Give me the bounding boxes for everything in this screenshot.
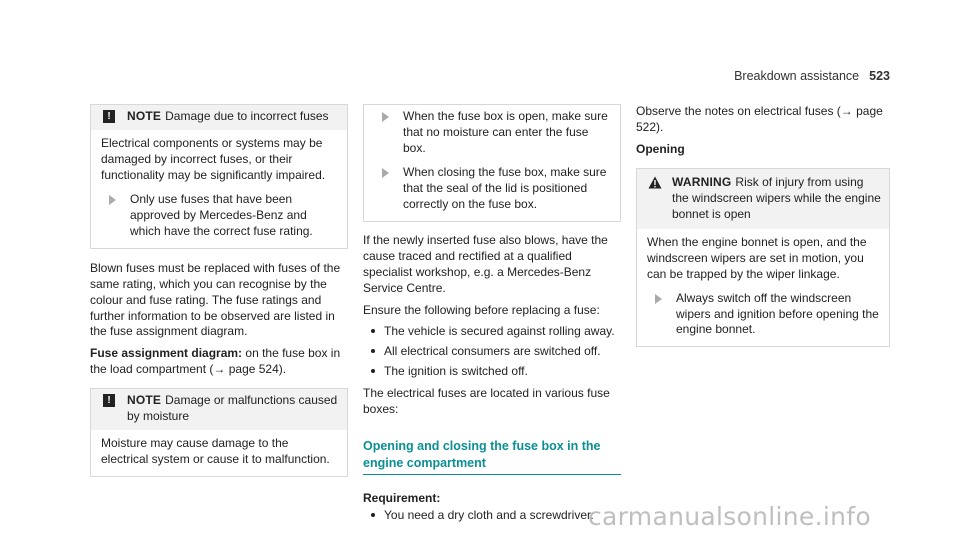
list-item: You need a dry cloth and a screwdriver. xyxy=(371,508,621,524)
warning-header xyxy=(637,169,889,229)
list-item: All electrical consumers are switched off. xyxy=(371,344,621,360)
list-item: The ignition is switched off. xyxy=(371,364,621,380)
instruction-step xyxy=(101,192,337,240)
arrow-right-icon xyxy=(109,195,116,205)
watermark: carmanualsonline.info xyxy=(588,502,871,531)
note-label: NOTE xyxy=(127,393,162,408)
fuse-assignment-paragraph xyxy=(90,346,348,378)
exclamation-icon: ! xyxy=(103,110,115,123)
fuse-location-paragraph: The electrical fuses are located in various fuse boxes: xyxy=(363,386,610,417)
fuse-assignment-label: Fuse assignment diagram: xyxy=(90,346,243,361)
newly-inserted-fuse-paragraph: If the newly inserted fuse also blows, have the cause traced and rectified at a qualified specialist workshop, e.g. a Mercedes-Benz Service Centre. xyxy=(363,232,608,295)
column-1 xyxy=(90,104,348,477)
observe-notes-paragraph: Observe the notes on electrical fuses (→ page 522). xyxy=(636,104,883,134)
warning-box xyxy=(636,168,890,348)
exclamation-icon: ! xyxy=(103,394,115,407)
section-heading: Opening and closing the fuse box in the engine compartment xyxy=(363,438,621,474)
arrow-right-icon xyxy=(655,294,662,304)
fuse-replacement-paragraph: Blown fuses must be replaced with fuses of the same rating, which you can recognise by the colour and fuse rating. The fuse ratings and further information to be observed are listed in the fuse assignment diagram. xyxy=(90,260,341,339)
fuse-assignment-text[interactable]: on the fuse box in the load compartment (→ page 524). xyxy=(90,346,341,377)
warning-body: When the engine bonnet is open, and the windscreen wipers are set in motion, you can be trapped by the wiper linkage. xyxy=(647,234,867,281)
arrow-right-icon xyxy=(382,112,389,122)
warning-label: WARNING xyxy=(672,174,732,189)
bullet-icon xyxy=(371,349,375,353)
instruction-box xyxy=(363,104,621,222)
note-header xyxy=(91,389,347,430)
ensure-text: Ensure the following before replacing a fuse: xyxy=(363,302,600,317)
header-title: Breakdown assistance xyxy=(734,69,860,83)
instruction-step xyxy=(374,109,610,157)
note-title: Damage due to incorrect fuses xyxy=(165,109,329,123)
warning-triangle-icon xyxy=(648,176,662,189)
note-label: NOTE xyxy=(127,109,162,123)
instruction-text: When the fuse box is open, make sure that no moisture can enter the fuse box. xyxy=(403,109,608,155)
note-header xyxy=(91,105,347,130)
bullet-icon xyxy=(371,513,375,517)
bullet-icon xyxy=(371,329,375,333)
warning-title: Risk of injury from using the windscreen wipers while the engine bonnet is open xyxy=(672,174,881,221)
instruction-step xyxy=(374,165,610,213)
note-box-moisture xyxy=(90,388,348,477)
list-item: The vehicle is secured against rolling away. xyxy=(371,324,621,340)
instruction-text: When closing the fuse box, make sure that the seal of the lid is positioned correctly on the fuse box. xyxy=(403,164,607,211)
instruction-text: Only use fuses that have been approved by Mercedes-Benz and which have the correct fuse rating. xyxy=(130,191,313,238)
note-body: Moisture may cause damage to the electrical system or cause it to malfunction. xyxy=(101,436,330,467)
page-header xyxy=(734,68,890,85)
instruction-text: Always switch off the windscreen wipers and ignition before opening the engine bonnet. xyxy=(676,290,879,337)
requirement-label: Requirement: xyxy=(363,490,441,505)
page-number: 523 xyxy=(869,69,890,83)
instruction-step xyxy=(647,291,879,339)
note-body: Electrical components or systems may be damaged by incorrect fuses, or their functionality may be significantly impaired. xyxy=(101,135,326,182)
opening-heading: Opening xyxy=(636,141,685,156)
column-2 xyxy=(363,104,621,528)
note-box-fuses xyxy=(90,104,348,249)
note-title: Damage or malfunctions caused by moisture xyxy=(127,393,338,424)
arrow-right-icon xyxy=(382,168,389,178)
column-3 xyxy=(636,104,890,347)
bullet-icon xyxy=(371,369,375,373)
